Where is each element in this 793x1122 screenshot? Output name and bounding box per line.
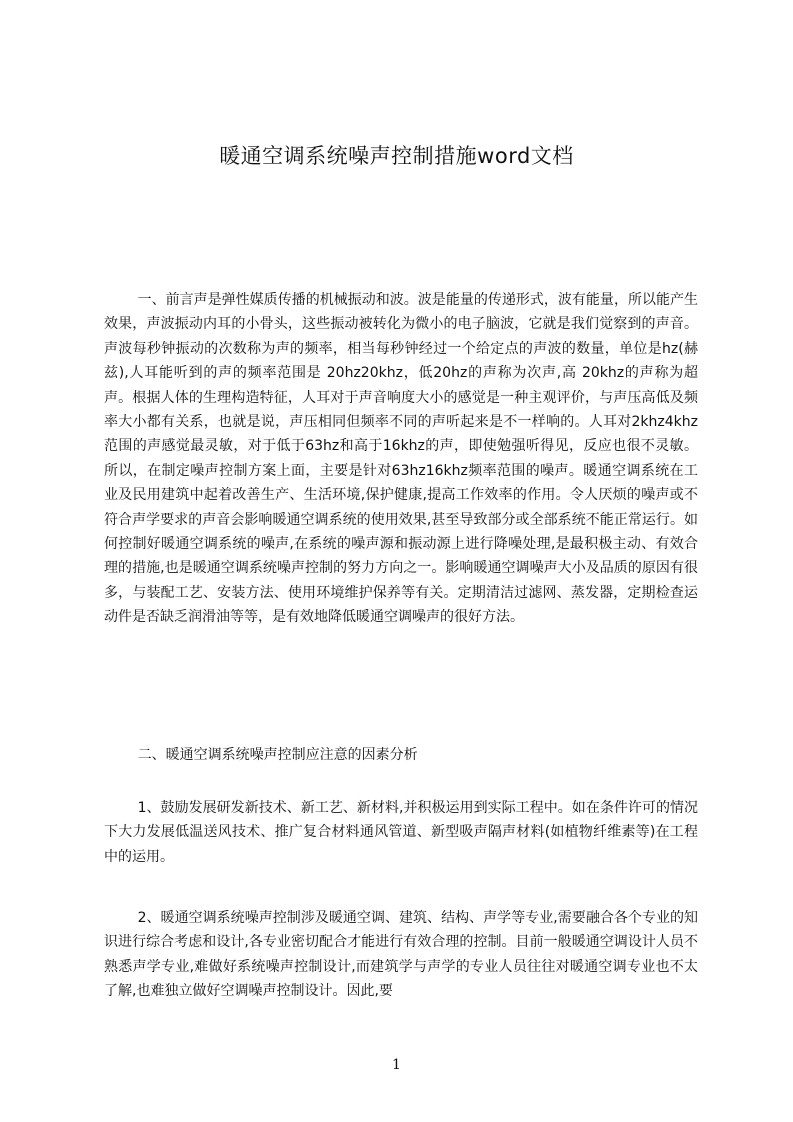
paragraph-item-1 — [104, 796, 698, 872]
paragraph-text: 2、暖通空调系统噪声控制涉及暖通空调、建筑、结构、声学等专业,需要融合各个专业的知识进行综合考虑和设计,各专业密切配合才能进行有效合理的控制。目前一般暖通空调设计人员不熟悉声学专业,难做好系统噪声控制设计,而建筑学与声学的专业人员往往对暖通空调专业也不太了解,也难独立做好空调噪声控制设计。因此,要 — [104, 910, 698, 1000]
paragraph-introduction — [104, 288, 698, 716]
paragraph-item-2 — [104, 906, 698, 1030]
paragraph-text: 一、前言声是弹性媒质传播的机械振动和波。波是能量的传递形式，波有能量，所以能产生效果，声波振动内耳的小骨头，这些振动被转化为微小的电子脑波，它就是我们觉察到的声音。声波每秒钟振动的次数称为声的频率，相当每秒钟经过一个给定点的声波的数量，单位是hz(赫兹),人耳能听到的声的频率范围是 20hz20khz，低20hz的声称为次声,高 20khz的声称为超声。根据人体的生理构造特征，人耳对于声音响度大小的感觉是一种主观评价，与声压高低及频率大小都有关系，也就是说，声压相同但频率不同的声听起来是不一样响的。人耳对2khz4khz范围的声感觉最灵敏，对于低于63hz和高于16khz的声，即使勉强听得见，反应也很不灵敏。所以，在制定噪声控制方案上面，主要是针对63hz16khz频率范围的噪声。暖通空调系统在工业及民用建筑中起着改善生产、生活环境,保护健康,提高工作效率的作用。令人厌烦的噪声或不符合声学要求的声音会影响暖通空调系统的使用效果,甚至导致部分或全部系统不能正常运行。如何控制好暖通空调系统的噪声,在系统的噪声源和振动源上进行降噪处理,是最积极主动、有效合理的措施,也是暖通空调系统噪声控制的努力方向之一。影响暖通空调噪声大小及品质的原因有很多，与装配工艺、安装方法、使用环境维护保养等有关。定期清洁过滤网、蒸发器，定期检查运动件是否缺乏润滑油等等，是有效地降低暖通空调噪声的很好方法。 — [104, 292, 698, 626]
section-heading — [104, 743, 698, 769]
section-heading-text: 二、暖通空调系统噪声控制应注意的因素分析 — [137, 747, 418, 763]
document-title: 暖通空调系统噪声控制措施word文档 — [219, 144, 574, 168]
page-number: 1 — [392, 1057, 401, 1073]
paragraph-text: 1、鼓励发展研发新技术、新工艺、新材料,并积极运用到实际工程中。如在条件许可的情况下大力发展低温送风技术、推广复合材料通风管道、新型吸声隔声材料(如植物纤维素等)在工程中的运用。 — [104, 800, 698, 865]
